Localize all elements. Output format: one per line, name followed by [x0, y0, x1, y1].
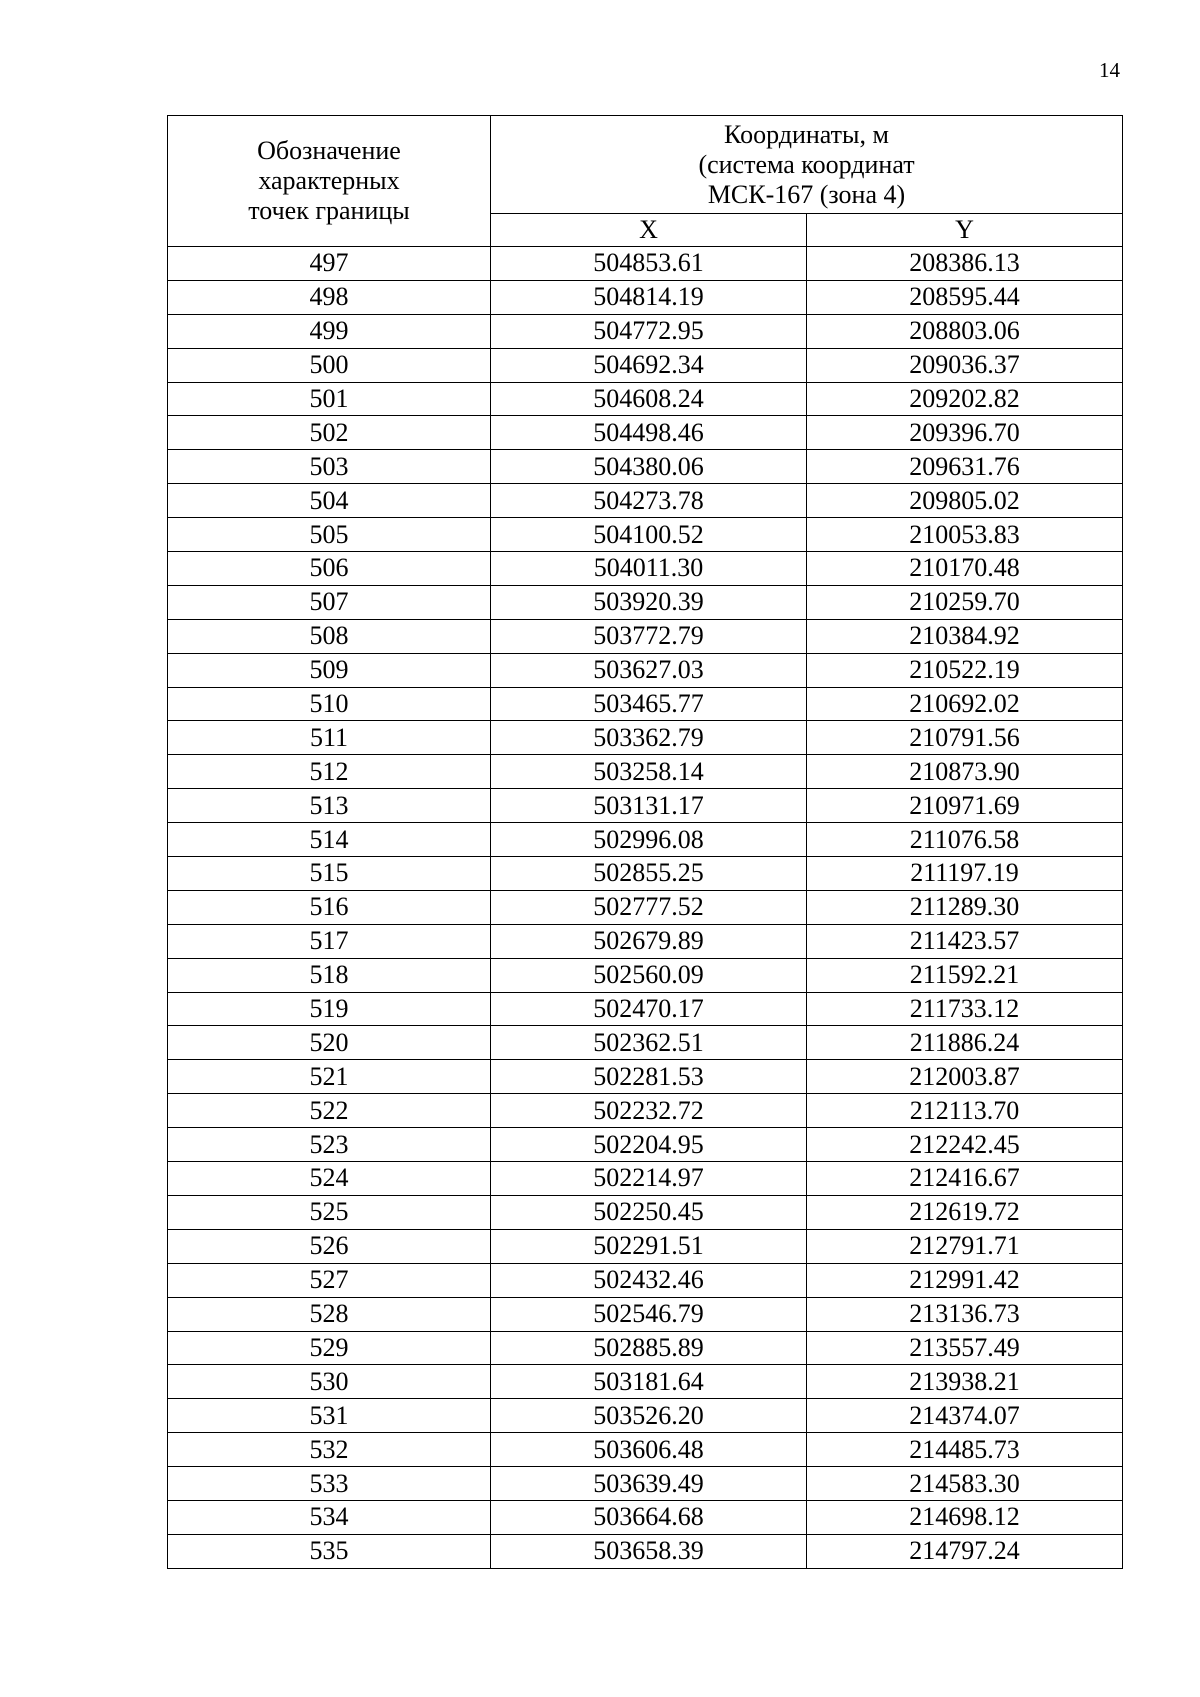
table-row: [168, 1162, 1123, 1196]
cell-point: 525: [168, 1195, 491, 1229]
header-y: Y: [807, 214, 1123, 247]
cell-point: 534: [168, 1500, 491, 1534]
table-body: [168, 247, 1123, 1569]
cell-y: 211733.12: [807, 992, 1123, 1026]
cell-y: 212619.72: [807, 1195, 1123, 1229]
cell-x: 503639.49: [491, 1467, 807, 1501]
table-row: [168, 348, 1123, 382]
table-row: [168, 280, 1123, 314]
cell-point: 499: [168, 314, 491, 348]
cell-y: 214698.12: [807, 1500, 1123, 1534]
cell-point: 503: [168, 450, 491, 484]
cell-y: 214485.73: [807, 1433, 1123, 1467]
table-row: [168, 1128, 1123, 1162]
header-point-line-3: точек границы: [248, 196, 410, 225]
table-row: [168, 1331, 1123, 1365]
cell-x: 503465.77: [491, 687, 807, 721]
cell-x: 502546.79: [491, 1297, 807, 1331]
cell-point: 513: [168, 789, 491, 823]
cell-y: 213136.73: [807, 1297, 1123, 1331]
cell-x: 502250.45: [491, 1195, 807, 1229]
cell-x: 504692.34: [491, 348, 807, 382]
cell-x: 503627.03: [491, 653, 807, 687]
cell-y: 212991.42: [807, 1263, 1123, 1297]
cell-y: 211076.58: [807, 823, 1123, 857]
cell-x: 504814.19: [491, 280, 807, 314]
cell-y: 214583.30: [807, 1467, 1123, 1501]
cell-point: 521: [168, 1060, 491, 1094]
table-row: [168, 1433, 1123, 1467]
cell-x: 504273.78: [491, 484, 807, 518]
cell-x: 502855.25: [491, 857, 807, 891]
cell-point: 533: [168, 1467, 491, 1501]
table-row: [168, 823, 1123, 857]
table-row: [168, 416, 1123, 450]
cell-y: 211886.24: [807, 1026, 1123, 1060]
table-row: [168, 619, 1123, 653]
cell-x: 504772.95: [491, 314, 807, 348]
cell-y: 209036.37: [807, 348, 1123, 382]
cell-point: 529: [168, 1331, 491, 1365]
cell-y: 211592.21: [807, 958, 1123, 992]
cell-point: 501: [168, 382, 491, 416]
page-number: 14: [1099, 58, 1120, 82]
cell-x: 502214.97: [491, 1162, 807, 1196]
cell-y: 212416.67: [807, 1162, 1123, 1196]
cell-x: 503664.68: [491, 1500, 807, 1534]
table-row: [168, 653, 1123, 687]
table-row: [168, 518, 1123, 552]
cell-x: 502232.72: [491, 1094, 807, 1128]
header-coordinates: [491, 116, 1123, 214]
cell-point: 527: [168, 1263, 491, 1297]
cell-point: 520: [168, 1026, 491, 1060]
cell-y: 213557.49: [807, 1331, 1123, 1365]
cell-y: 210170.48: [807, 552, 1123, 586]
cell-x: 502362.51: [491, 1026, 807, 1060]
cell-x: 504608.24: [491, 382, 807, 416]
cell-y: 210259.70: [807, 585, 1123, 619]
header-coords-line-2: (система координат: [698, 149, 915, 179]
table-row: [168, 789, 1123, 823]
cell-x: 502679.89: [491, 924, 807, 958]
cell-x: 502291.51: [491, 1229, 807, 1263]
cell-point: 528: [168, 1297, 491, 1331]
table-row: [168, 585, 1123, 619]
cell-point: 504: [168, 484, 491, 518]
cell-point: 531: [168, 1399, 491, 1433]
cell-point: 524: [168, 1162, 491, 1196]
cell-x: 502996.08: [491, 823, 807, 857]
header-coords-line-1: Координаты, м: [724, 119, 889, 149]
cell-x: 504100.52: [491, 518, 807, 552]
cell-x: 503362.79: [491, 721, 807, 755]
table-row: [168, 687, 1123, 721]
cell-y: 211197.19: [807, 857, 1123, 891]
table-row: [168, 1026, 1123, 1060]
cell-point: 511: [168, 721, 491, 755]
table-row: [168, 958, 1123, 992]
cell-point: 522: [168, 1094, 491, 1128]
cell-point: 505: [168, 518, 491, 552]
table-header: [168, 116, 1123, 247]
cell-x: 503526.20: [491, 1399, 807, 1433]
cell-x: 504498.46: [491, 416, 807, 450]
table-row: [168, 1297, 1123, 1331]
header-row-top: [168, 116, 1123, 214]
cell-y: 210522.19: [807, 653, 1123, 687]
cell-x: 502885.89: [491, 1331, 807, 1365]
cell-x: 502432.46: [491, 1263, 807, 1297]
table-row: [168, 1399, 1123, 1433]
table-row: [168, 1229, 1123, 1263]
table-row: [168, 314, 1123, 348]
cell-y: 211423.57: [807, 924, 1123, 958]
cell-x: 503772.79: [491, 619, 807, 653]
cell-x: 502470.17: [491, 992, 807, 1026]
cell-y: 208803.06: [807, 314, 1123, 348]
cell-point: 508: [168, 619, 491, 653]
table-row: [168, 1195, 1123, 1229]
cell-point: 507: [168, 585, 491, 619]
table-row: [168, 247, 1123, 281]
cell-point: 516: [168, 890, 491, 924]
cell-y: 209396.70: [807, 416, 1123, 450]
cell-point: 498: [168, 280, 491, 314]
cell-y: 213938.21: [807, 1365, 1123, 1399]
cell-point: 526: [168, 1229, 491, 1263]
cell-point: 517: [168, 924, 491, 958]
cell-x: 502777.52: [491, 890, 807, 924]
table-row: [168, 1500, 1123, 1534]
table-row: [168, 450, 1123, 484]
cell-y: 210873.90: [807, 755, 1123, 789]
table-row: [168, 721, 1123, 755]
cell-y: 210791.56: [807, 721, 1123, 755]
cell-y: 211289.30: [807, 890, 1123, 924]
table-row: [168, 992, 1123, 1026]
header-x: X: [491, 214, 807, 247]
table-row: [168, 755, 1123, 789]
cell-point: 515: [168, 857, 491, 891]
table-row: [168, 552, 1123, 586]
cell-x: 503181.64: [491, 1365, 807, 1399]
cell-x: 504380.06: [491, 450, 807, 484]
cell-point: 532: [168, 1433, 491, 1467]
coordinates-table: [167, 115, 1123, 1569]
cell-point: 510: [168, 687, 491, 721]
cell-point: 500: [168, 348, 491, 382]
cell-y: 210384.92: [807, 619, 1123, 653]
cell-y: 212242.45: [807, 1128, 1123, 1162]
table-row: [168, 1467, 1123, 1501]
header-coords-line-3: МСК-167 (зона 4): [707, 179, 906, 209]
cell-y: 214374.07: [807, 1399, 1123, 1433]
cell-y: 209631.76: [807, 450, 1123, 484]
table-row: [168, 890, 1123, 924]
cell-point: 518: [168, 958, 491, 992]
table-row: [168, 1263, 1123, 1297]
table-row: [168, 1060, 1123, 1094]
cell-y: 210692.02: [807, 687, 1123, 721]
cell-x: 503606.48: [491, 1433, 807, 1467]
cell-y: 212113.70: [807, 1094, 1123, 1128]
cell-point: 512: [168, 755, 491, 789]
cell-x: 504853.61: [491, 247, 807, 281]
cell-x: 504011.30: [491, 552, 807, 586]
cell-x: 503920.39: [491, 585, 807, 619]
table-row: [168, 382, 1123, 416]
cell-point: 497: [168, 247, 491, 281]
cell-y: 209202.82: [807, 382, 1123, 416]
table-row: [168, 924, 1123, 958]
cell-y: 209805.02: [807, 484, 1123, 518]
cell-x: 503658.39: [491, 1534, 807, 1568]
cell-point: 535: [168, 1534, 491, 1568]
cell-x: 502281.53: [491, 1060, 807, 1094]
cell-y: 210053.83: [807, 518, 1123, 552]
table-row: [168, 1534, 1123, 1568]
cell-y: 208386.13: [807, 247, 1123, 281]
cell-y: 214797.24: [807, 1534, 1123, 1568]
cell-x: 503258.14: [491, 755, 807, 789]
cell-point: 509: [168, 653, 491, 687]
cell-y: 212003.87: [807, 1060, 1123, 1094]
cell-point: 514: [168, 823, 491, 857]
cell-y: 212791.71: [807, 1229, 1123, 1263]
cell-point: 519: [168, 992, 491, 1026]
cell-point: 530: [168, 1365, 491, 1399]
cell-x: 502204.95: [491, 1128, 807, 1162]
cell-point: 506: [168, 552, 491, 586]
cell-point: 523: [168, 1128, 491, 1162]
header-point-line-2: характерных: [258, 166, 400, 195]
cell-x: 502560.09: [491, 958, 807, 992]
table-row: [168, 484, 1123, 518]
cell-point: 502: [168, 416, 491, 450]
table-row: [168, 1365, 1123, 1399]
header-point-designation: [168, 116, 491, 247]
cell-x: 503131.17: [491, 789, 807, 823]
table-row: [168, 857, 1123, 891]
cell-y: 210971.69: [807, 789, 1123, 823]
cell-y: 208595.44: [807, 280, 1123, 314]
table-row: [168, 1094, 1123, 1128]
header-point-line-1: Обозначение: [257, 136, 401, 165]
